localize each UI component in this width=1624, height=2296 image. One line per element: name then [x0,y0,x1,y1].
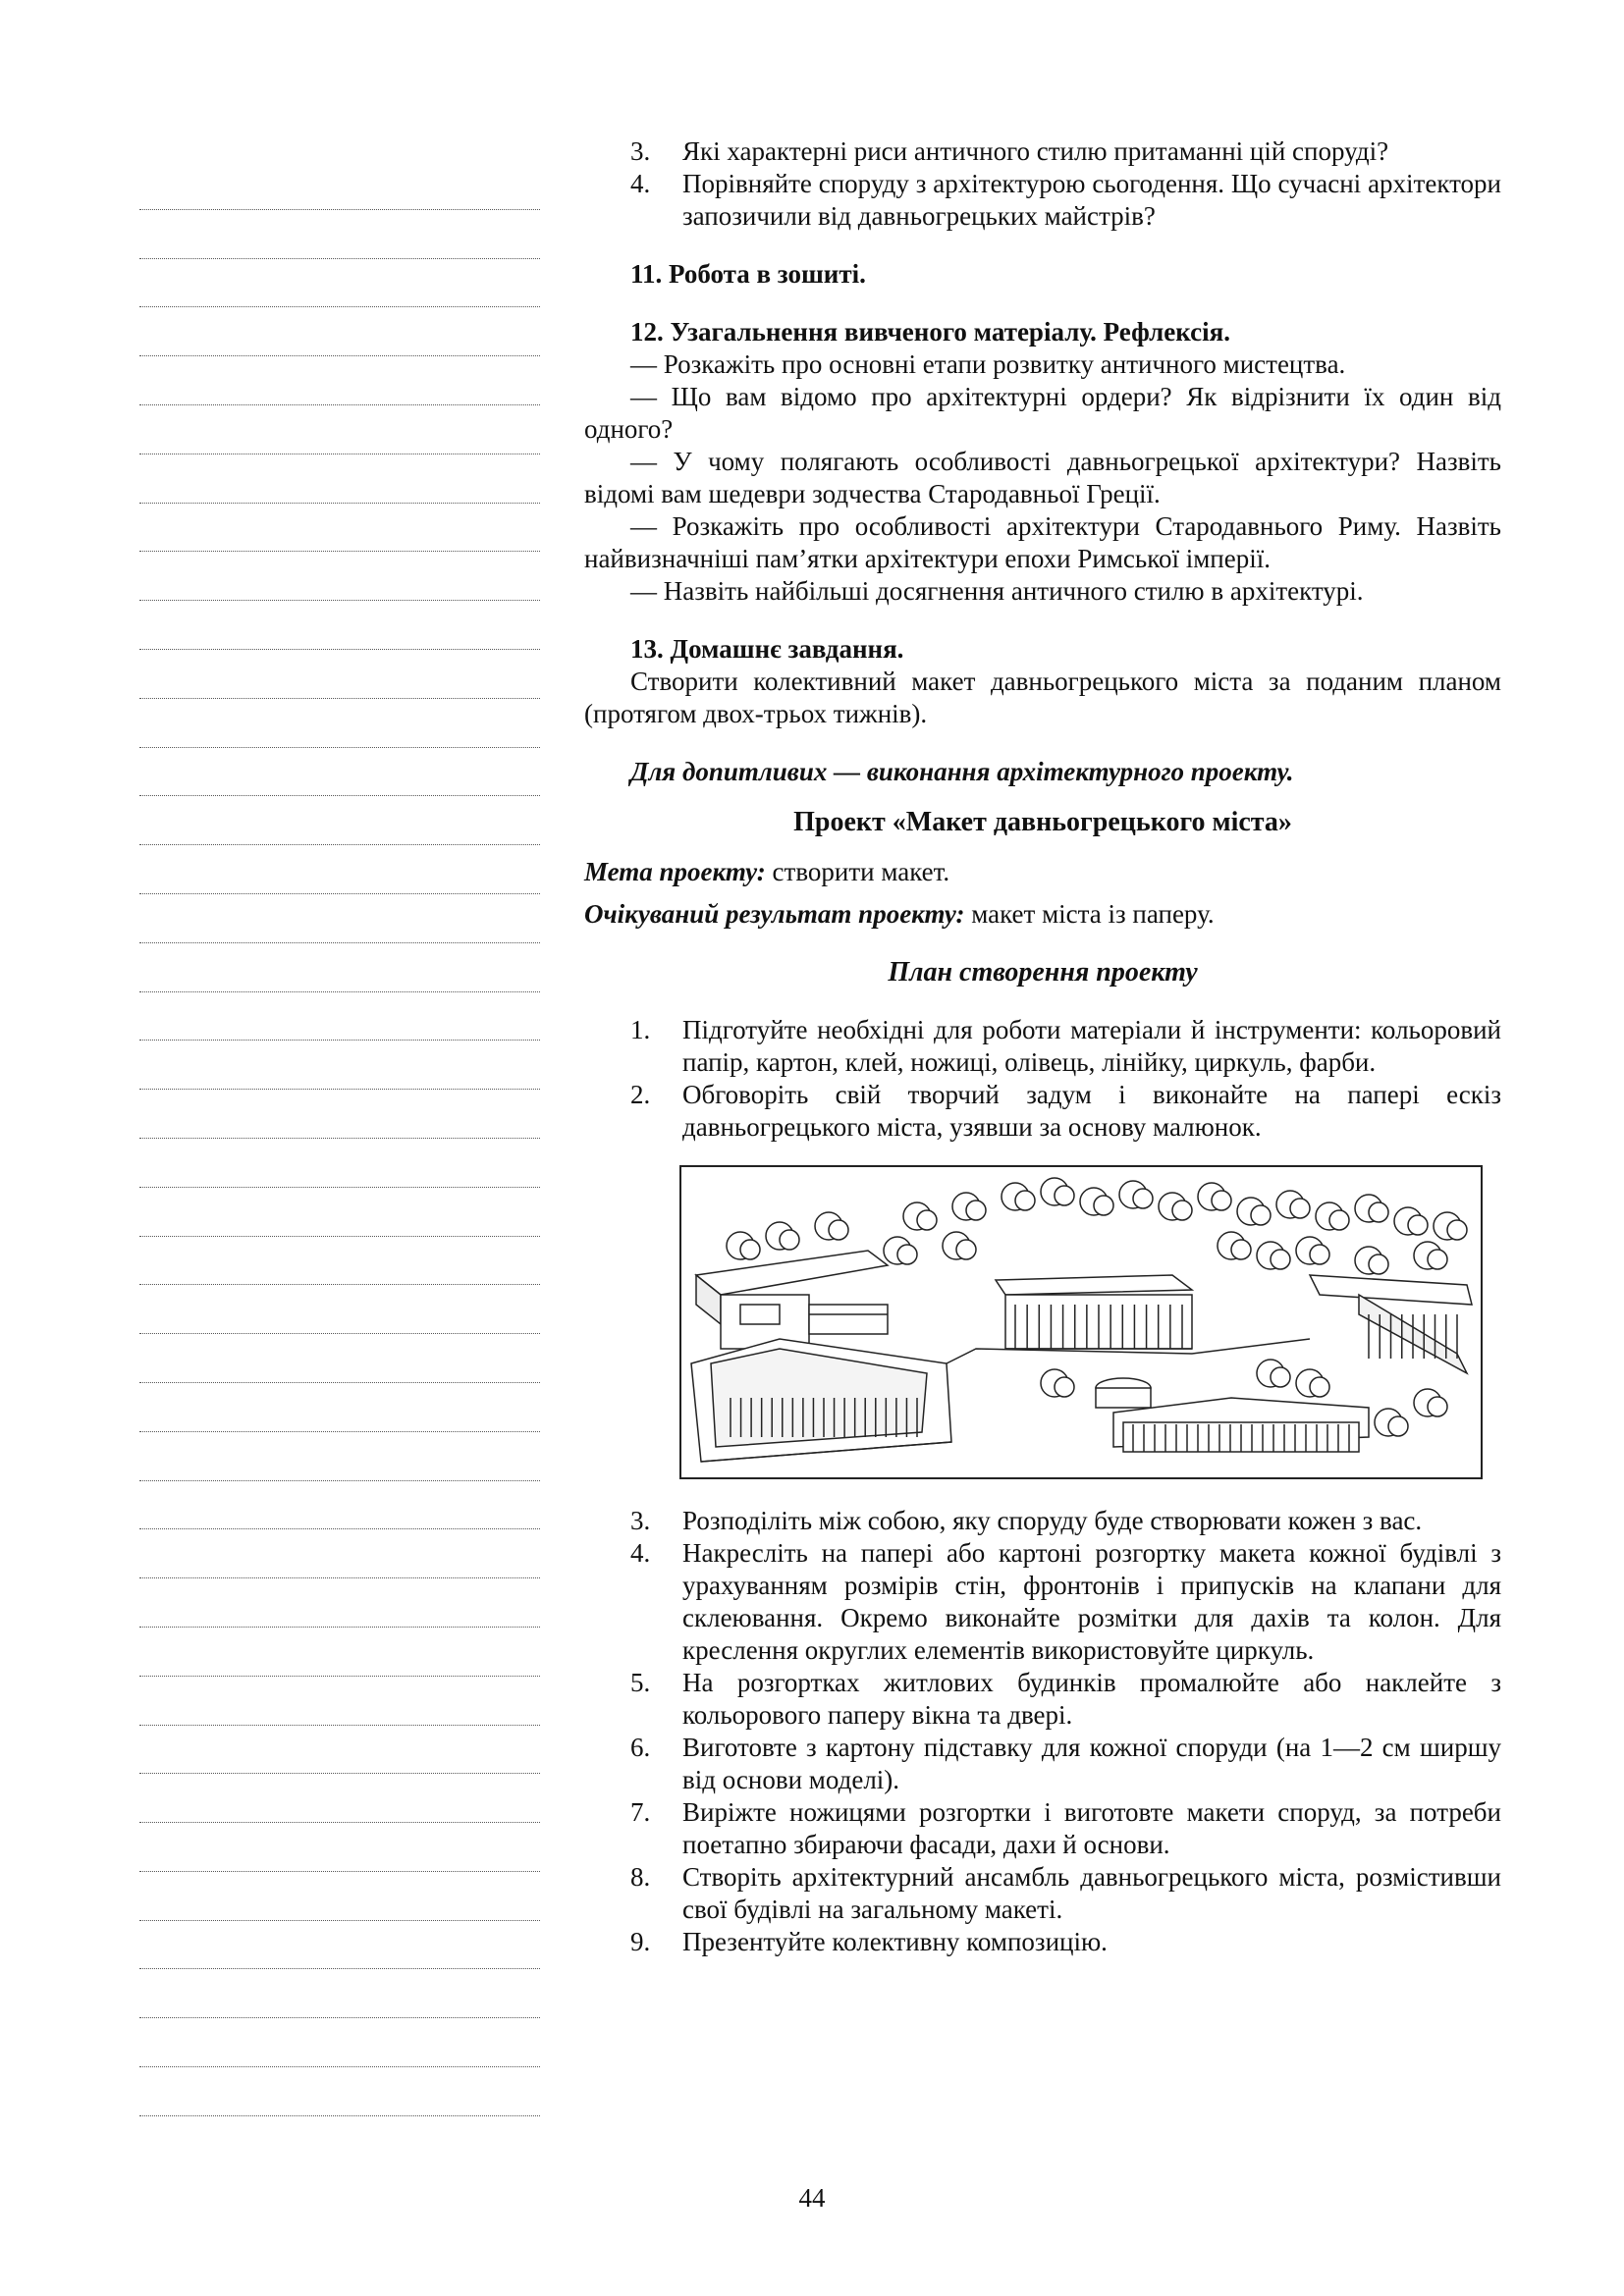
note-line [139,894,540,943]
note-line [139,601,540,650]
note-line [139,1921,540,1970]
page-number: 44 [798,2183,826,2213]
note-line [139,1628,540,1677]
note-line [139,210,540,259]
note-line [139,504,540,553]
note-line [139,845,540,894]
note-line [139,1578,540,1628]
plan-list [584,1014,1501,1144]
note-line [139,307,540,356]
reflection-question: — Що вам відомо про архітектурні ордери? Як відрізнити їх один від одного? [584,382,1501,444]
section-heading-13: 13. Домашнє завдання. [630,634,904,664]
note-line [139,1823,540,1872]
note-line [139,161,540,210]
note-line [139,1529,540,1578]
note-line [139,1432,540,1481]
list-item: 3. Які характерні риси античного стилю притаманні цій споруді? [630,136,1389,166]
list-item: 2. Обговоріть свій творчий задум і виконайте на папері ескіз давньогрецького міста, узявши за основу малюнок. [630,1080,1501,1142]
main-column [584,135,1501,1958]
reflection-question: — Розкажіть про особливості архітектури Стародавнього Риму. Назвіть найвизначніші пам’ятки архітектури епохи Римської імперії. [584,511,1501,573]
section-heading-12: 12. Узагальнення вивченого матеріалу. Рефлексія. [630,317,1230,347]
question-list [584,135,1501,233]
note-line [139,992,540,1041]
note-line [139,405,540,454]
list-item: 9. Презентуйте колективну композицію. [630,1927,1108,1956]
note-lines [139,161,540,2116]
note-line [139,1383,540,1432]
note-line [139,1285,540,1334]
reflection-question: — Назвіть найбільші досягнення античного стилю в архітектурі. [630,576,1364,606]
list-item: 4. Порівняйте споруду з архітектурою сьогодення. Що сучасні архітектори запозичили від давньогрецьких майстрів? [630,169,1501,231]
note-line [139,1041,540,1090]
list-item: 7. Виріжте ножицями розгортки і виготовте макети споруд, за потреби поетапно збираючи фасади, дахи й основи. [630,1797,1501,1859]
list-item: 3. Розподіліть між собою, яку споруду буде створювати кожен з вас. [630,1506,1423,1535]
note-line [139,454,540,504]
note-line [139,1237,540,1286]
note-line [139,2067,540,2116]
note-line [139,1677,540,1726]
note-line [139,259,540,308]
city-drawing [681,1167,1481,1477]
note-line [139,650,540,699]
note-line [139,1090,540,1139]
list-item: 8. Створіть архітектурний ансамбль давньогрецького міста, розмістивши свої будівлі на загальному макеті. [630,1862,1501,1924]
note-line [139,943,540,992]
note-line [139,2018,540,2067]
project-result: Очікуваний результат проекту: макет міста із паперу. [584,899,1215,929]
note-line [139,1872,540,1921]
plan-list-continued [584,1505,1501,1958]
list-item: 5. На розгортках житлових будинків промалюйте або наклейте з кольорового паперу вікна та двері. [630,1668,1501,1730]
note-line [139,748,540,797]
note-line [139,1188,540,1237]
reflection-question: — У чому полягають особливості давньогрецької архітектури? Назвіть відомі вам шедеври зодчества Стародавньої Греції. [584,447,1501,508]
note-line [139,1726,540,1775]
note-line [139,699,540,748]
note-line [139,1139,540,1188]
note-line [139,552,540,601]
note-line [139,1334,540,1383]
homework-text: Створити колективний макет давньогрецького міста за поданим планом (протягом двох-трьох тижнів). [584,667,1501,728]
curious-note: Для допитливих — виконання архітектурного проекту. [630,757,1294,786]
reflection-question: — Розкажіть про основні етапи розвитку античного мистецтва. [630,349,1346,379]
note-line [139,1481,540,1530]
list-item: 4. Накресліть на папері або картоні розгортку макета кожної будівлі з урахуванням розмірів стін, фронтонів і припусків на клапани для склеювання. Окремо виконайте розмітки для дахів та колон. Для креслення округлих елементів використовуйте циркуль. [630,1538,1501,1665]
section-heading-11: 11. Робота в зошиті. [630,259,866,289]
project-title: Проект «Макет давньогрецького міста» [793,807,1292,837]
note-line [139,1774,540,1823]
ancient-city-illustration [679,1165,1483,1479]
project-goal: Мета проекту: створити макет. [584,857,950,886]
note-line [139,1969,540,2018]
note-line [139,796,540,845]
note-line [139,356,540,405]
list-item: 6. Виготовте з картону підставку для кожної споруди (на 1—2 см ширшу від основи моделі). [630,1733,1501,1794]
list-item: 1. Підготуйте необхідні для роботи матеріали й інструменти: кольоровий папір, картон, клей, ножиці, олівець, лінійку, циркуль, фарби. [630,1015,1501,1077]
plan-title: План створення проекту [888,957,1198,988]
